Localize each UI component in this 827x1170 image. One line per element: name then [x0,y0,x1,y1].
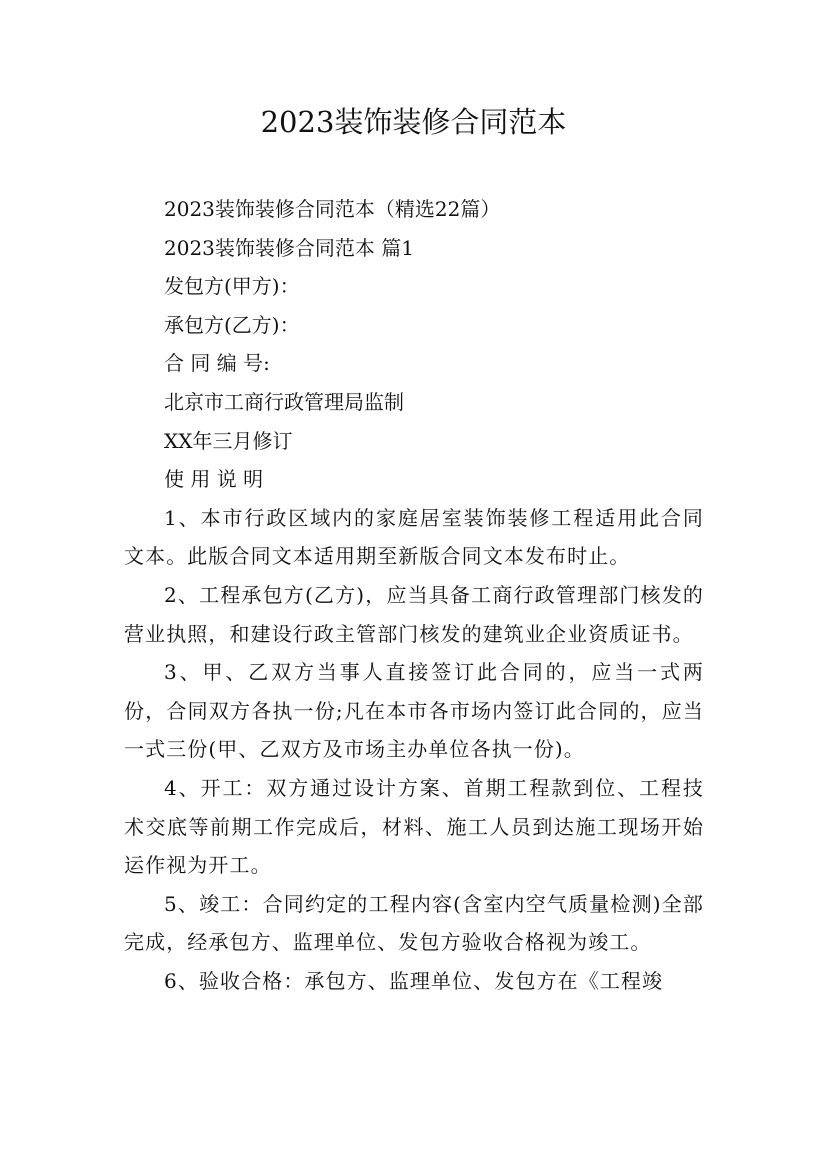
paragraph-5: 5、竣工：合同约定的工程内容(含室内空气质量检测)全部完成，经承包方、监理单位、发包方验收合格视为竣工。 [124,891,704,955]
paragraph-3: 3、甲、乙双方当事人直接签订此合同的，应当一式两份，合同双方各执一份;凡在本市各市场内签订此合同的，应当一式三份(甲、乙双方及市场主办单位各执一份)。 [124,660,704,762]
document-title: 2023装饰装修合同范本 [260,105,567,139]
paragraph-4: 4、开工：双方通过设计方案、首期工程款到位、工程技术交底等前期工作完成后，材料、施工人员到达施工现场开始运作视为开工。 [124,775,704,878]
paragraph-6: 6、验收合格：承包方、监理单位、发包方在《工程竣 [164,968,664,993]
contract-number-line: 合 同 编 号: [164,351,270,376]
party-a-line: 发包方(甲方)： [164,274,300,299]
party-b-line: 承包方(乙方)： [164,312,300,337]
paragraph-1: 1、本市行政区域内的家庭居室装饰装修工程适用此合同文本。此版合同文本适用期至新版合同文本发布时止。 [124,505,704,569]
document-body [124,190,704,1000]
instructions-heading: 使 用 说 明 [164,467,264,492]
revision-line: XX年三月修订 [164,428,293,453]
supervisor-line: 北京市工商行政管理局监制 [164,389,404,414]
paragraph-2: 2、工程承包方(乙方)，应当具备工商行政管理部门核发的营业执照，和建设行政主管部门核发的建筑业企业资质证书。 [124,582,704,646]
subtitle-line: 2023装饰装修合同范本（精选22篇） [164,197,501,221]
chapter-line: 2023装饰装修合同范本 篇1 [164,235,414,260]
